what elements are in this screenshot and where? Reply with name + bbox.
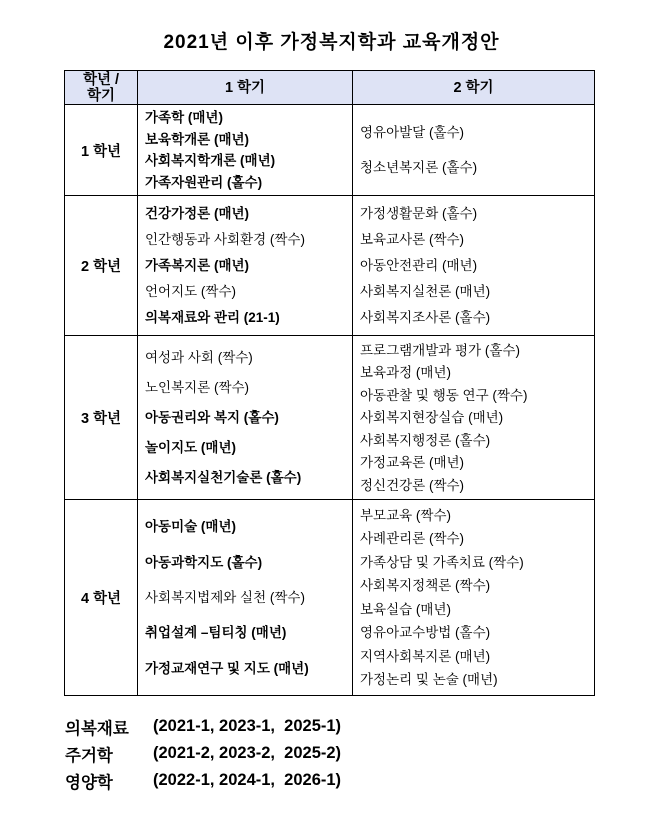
header-grade-semester: [65, 71, 138, 105]
header-semester-1: 1 학기: [138, 71, 353, 105]
grade-label: 2 학년: [65, 196, 138, 336]
course-item: 아동관찰 및 행동 연구 (짝수): [360, 387, 528, 403]
course-item: 아동안전관리 (매년): [360, 258, 478, 273]
course-item: 가족자원관리 (홀수): [145, 174, 263, 190]
course-item: 가정교육론 (매년): [360, 455, 465, 470]
course-item: 보육과정 (매년): [360, 365, 451, 380]
course-item: 취업설계 –팀티칭 (매년): [145, 625, 287, 641]
note-course-name: 주거학: [65, 746, 113, 765]
header-semester-2: 2 학기: [353, 71, 595, 105]
semester-2-cell: [353, 105, 595, 196]
course-item: 건강가정론 (매년): [145, 206, 250, 221]
course-item: 놀이지도 (매년): [145, 440, 236, 455]
course-item: 가족상담 및 가족치료 (짝수): [360, 554, 524, 570]
grade-label: 3 학년: [65, 336, 138, 500]
course-item: 여성과 사회 (짝수): [145, 350, 253, 365]
course-item: 정신건강론 (짝수): [360, 477, 465, 493]
course-item: 지역사회복지론 (매년): [360, 648, 491, 664]
notes-section: [65, 713, 663, 794]
course-item: 사회복지실천론 (매년): [360, 284, 491, 299]
course-item: 가정교재연구 및 지도 (매년): [145, 660, 309, 676]
header-grade-line2: 학기: [86, 87, 115, 104]
header-row: [65, 71, 595, 105]
note-row: [65, 713, 663, 740]
course-item: 사회복지현장실습 (매년): [360, 410, 504, 425]
note-course-name: 영양학: [65, 773, 113, 792]
course-item: 보육학개론 (매년): [145, 131, 250, 147]
semester-1-cell: [138, 500, 353, 696]
note-years: (2022-1, 2024-1, 2026-1): [153, 771, 342, 789]
course-item: 가정논리 및 논술 (매년): [360, 672, 498, 688]
note-course-name: 의복재료: [65, 719, 129, 738]
course-item: 가정생활문화 (홀수): [360, 206, 478, 221]
semester-1-cell: [138, 105, 353, 196]
course-item: 노인복지론 (짝수): [145, 380, 250, 395]
grade-label: 4 학년: [65, 500, 138, 696]
header-grade-line1: 학년 /: [82, 71, 120, 88]
course-item: 사례관리론 (짝수): [360, 531, 465, 547]
semester-1-cell: [138, 196, 353, 336]
course-item: 부모교육 (짝수): [360, 507, 451, 523]
course-item: 프로그램개발과 평가 (홀수): [360, 342, 520, 358]
course-item: 보육교사론 (짝수): [360, 232, 465, 247]
course-item: 영유아교수방법 (홀수): [360, 625, 491, 641]
course-item: 아동미술 (매년): [145, 519, 236, 535]
course-item: 사회복지학개론 (매년): [145, 153, 276, 169]
note-row: [65, 740, 663, 767]
course-item: 사회복지조사론 (홀수): [360, 310, 491, 325]
course-item: 사회복지정책론 (짝수): [360, 578, 491, 594]
course-item: 사회복지법제와 실천 (짝수): [145, 589, 305, 605]
course-item: 사회복지실천기술론 (홀수): [145, 470, 302, 485]
document-title: 2021년 이후 가정복지학과 교육개정안: [163, 32, 500, 53]
course-item: 의복재료와 관리 (21-1): [145, 310, 280, 325]
note-years: (2021-1, 2023-1, 2025-1): [153, 717, 342, 735]
course-item: 가족복지론 (매년): [145, 258, 250, 273]
note-row: [65, 767, 663, 794]
course-item: 언어지도 (짝수): [145, 284, 236, 299]
course-item: 청소년복지론 (홀수): [360, 160, 478, 176]
course-item: 아동과학지도 (홀수): [145, 554, 263, 570]
grade-label: 1 학년: [65, 105, 138, 196]
grade-row: [65, 500, 595, 696]
grade-row: [65, 336, 595, 500]
note-years: (2021-2, 2023-2, 2025-2): [153, 744, 342, 762]
semester-1-cell: [138, 336, 353, 500]
course-item: 아동권리와 복지 (홀수): [145, 410, 279, 425]
semester-2-cell: [353, 336, 595, 500]
grade-row: [65, 196, 595, 336]
semester-2-cell: [353, 500, 595, 696]
course-item: 영유아발달 (홀수): [360, 124, 465, 140]
course-item: 보육실습 (매년): [360, 601, 451, 617]
semester-2-cell: [353, 196, 595, 336]
course-item: 사회복지행정론 (홀수): [360, 432, 491, 448]
course-item: 가족학 (매년): [145, 110, 223, 126]
grade-row: [65, 105, 595, 196]
course-item: 인간행동과 사회환경 (짝수): [145, 232, 305, 247]
curriculum-table: [64, 70, 595, 696]
